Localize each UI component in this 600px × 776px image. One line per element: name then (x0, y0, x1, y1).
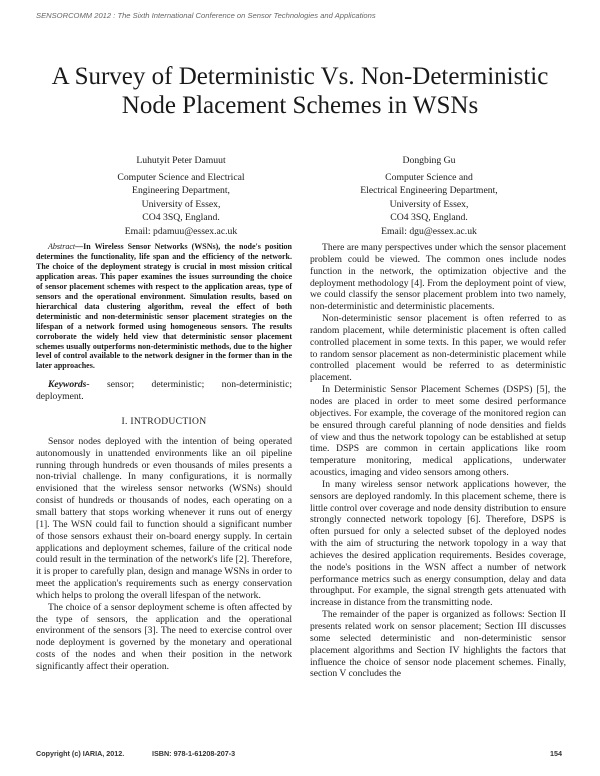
paragraph: In many wireless sensor network applications however, the sensors are deployed randomly. In this placement scheme, there is little control over coverage and node density distribution to ensure strongly connected network topology [6]. Therefore, DSPS is often pursued for only a selected subset of the deployed nodes with the aim of structuring the network topology in a way that achieves the desired application requirements. Besides coverage, the node's positions in the WSN affect a number of network performance metrics such as energy consumption, delay and data throughput. For example, the signal strength gets attenuated with increase in distance from the transmitting node. (310, 478, 566, 609)
title-line-2: Node Placement Schemes in WSNs (121, 92, 479, 119)
paragraph: The remainder of the paper is organized as follows: Section II presents related work on sensor placement; Section III discusses some selected deterministic and non-deterministic sensor placement algorithms and Section IV highlights the factors that influence the choice of sensor node placement schemes. Finally, section V concludes the (310, 609, 566, 680)
author-email: Email: pdamuu@essex.ac.uk (124, 225, 238, 237)
left-column (36, 242, 292, 673)
author-affiliation-line: Engineering Department, (132, 185, 230, 197)
title-line-1: A Survey of Deterministic Vs. Non-Deterministic (51, 63, 549, 90)
paragraph: Sensor nodes deployed with the intention of being operated autonomously in unattended environments like an oil pipeline running through hundreds or even thousands of miles presents a non-trivial challenge. In many configurations, it is normally envisioned that the wireless sensor networks (WSNs) should consist of hundreds or thousands of nodes, each operating on a small battery that stops working whenever it runs out of energy [1]. The WSN could fail to function should a significant number of those sensors exhaust their on-board energy supply. In certain applications and deployment schemes, failure of the critical node could result in the termination of the network's life [2]. Therefore, it is proper to carefully plan, design and manage WSNs in order to meet the application's requirements such as energy conservation which helps to prolong the overall lifespan of the network. (36, 435, 292, 601)
footer-copyright: Copyright (c) IARIA, 2012. (36, 749, 125, 758)
paragraph: In Deterministic Sensor Placement Schemes (DSPS) [5], the nodes are placed in order to meet some desired performance objectives. For example, the coverage of the monitored region can be ensured through careful planning of node densities and fields of view and thus the network topology can be established at setup time. DSPS are common in certain applications like room temperature monitoring, medical applications, underwater acoustics, imaging and video sensors among others. (310, 384, 566, 479)
author-affiliation-line: Computer Science and Electrical (117, 171, 245, 183)
conference-header: SENSORCOMM 2012 : The Sixth International Conference on Sensor Technologies and Applications (36, 11, 376, 20)
author-affiliation-line: University of Essex, (389, 198, 469, 210)
author-block-2 (314, 154, 544, 239)
paragraph: There are many perspectives under which the sensor placement problem could be viewed. The common ones include nodes function in the network, the optimization objective and the deployment methodology [4]. From the deployment point of view, we could classify the sensor placement problem into two namely, non-deterministic and deterministic placements. (310, 242, 566, 313)
author-affiliation-line: Computer Science and (385, 171, 473, 183)
author-block-1 (66, 154, 296, 239)
paragraph: Non-deterministic sensor placement is often referred to as random placement, while deterministic placement is often called controlled placement in some texts. In this paper, we would refer to random sensor placement as non-deterministic placement while controlled placement would be referred to as deterministic placement. (310, 313, 566, 384)
right-column (310, 242, 566, 680)
keywords (36, 379, 292, 403)
author-affiliation-line: Electrical Engineering Department, (360, 185, 498, 197)
author-name: Dongbing Gu (402, 155, 456, 166)
keywords-text: sensor; deterministic; non-deterministic; deployment. (36, 379, 292, 403)
abstract (36, 242, 292, 371)
author-affiliation-line: University of Essex, (141, 198, 221, 210)
author-email: Email: dgu@essex.ac.uk (381, 225, 477, 237)
page-number: 154 (550, 749, 562, 758)
footer-isbn: ISBN: 978-1-61208-207-3 (152, 749, 236, 758)
abstract-label: Abstract (48, 242, 76, 251)
paragraph: The choice of a sensor deployment scheme is often affected by the type of sensors, the application and the operational environment of the sensors [3]. The need to exercise control over node deployment is governed by the monetary and operational costs of the nodes and when their position in the network significantly affect their operation. (36, 601, 292, 672)
section-heading: I. INTRODUCTION (121, 416, 207, 428)
keywords-label: Keywords- (48, 379, 90, 391)
author-name: Luhutyit Peter Damuut (136, 155, 226, 166)
author-affiliation-line: CO4 3SQ, England. (390, 212, 468, 224)
paper-title (20, 62, 580, 120)
abstract-text: —In Wireless Sensor Networks (WSNs), the node's position determines the functionality, life span and the efficiency of the network. The choice of the deployment strategy is crucial in most mission critical application areas. This paper examines the issues surrounding the choice of sensor placement schemes with respect to the application areas, type of sensors and the operational environment. Simulation results, based on hierarchical data clustering algorithm, reveal the effect of both deterministic and non-deterministic sensor placement strategies on the lifespan of a network formed using homogeneous sensors. The results corroborate the widely held view that deterministic sensor placement schemes usually outperforms non-deterministic methods, due to the higher level of control available to the network designer in the former than in the later approaches. (36, 242, 292, 371)
author-affiliation-line: CO4 3SQ, England. (142, 212, 220, 224)
